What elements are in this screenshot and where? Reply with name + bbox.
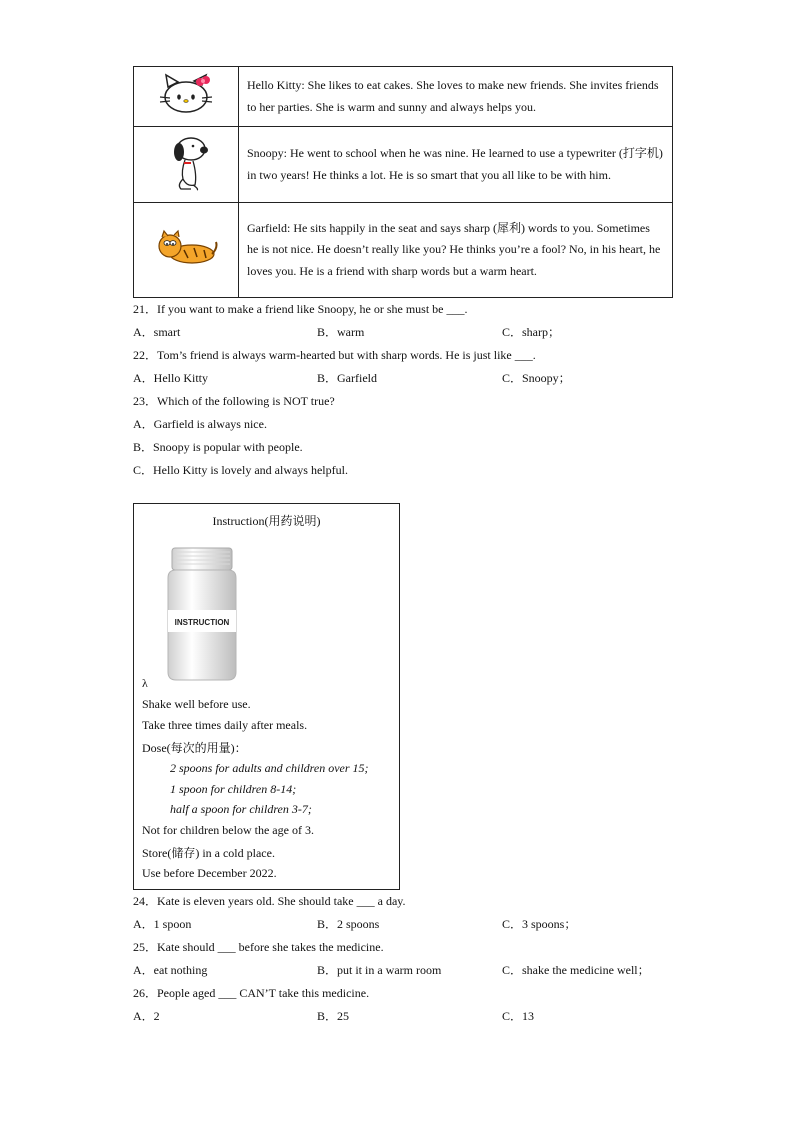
q22-option-b[interactable]: B．Garfield (317, 371, 377, 385)
table-row (134, 203, 673, 298)
picture-cell (134, 127, 239, 203)
take-line: Take three times daily after meals. (142, 718, 308, 732)
snoopy-icon (161, 135, 211, 191)
character-table (133, 66, 673, 298)
q26-option-c[interactable]: C．13 (502, 1009, 535, 1023)
not-for-line: Not for children below the age of 3. (142, 823, 314, 837)
table-row (134, 127, 673, 203)
dose-adults: 2 spoons for adults and children over 15; (170, 761, 369, 775)
medicine-bottle-icon (162, 544, 242, 684)
garfield-icon (154, 228, 218, 268)
q21-option-b[interactable]: B．warm (317, 325, 365, 339)
question-22: 22．Tom’s friend is always warm-hearted but with sharp words. He is just like ___. (133, 348, 536, 362)
q25-option-c[interactable]: C．shake the medicine well； (502, 963, 650, 977)
q23-option-a[interactable]: A．Garfield is always nice. (133, 417, 267, 431)
hello-kitty-icon (156, 73, 216, 117)
question-23: 23．Which of the following is NOT true? (133, 394, 335, 408)
q26-option-a[interactable]: A．2 (133, 1009, 160, 1023)
character-description: Hello Kitty: She likes to eat cakes. She loves to make new friends. She invites friends to her parties. She is warm and sunny and always helps you. (239, 67, 673, 127)
q25-option-a[interactable]: A．eat nothing (133, 963, 208, 977)
q23-option-b[interactable]: B．Snoopy is popular with people. (133, 440, 303, 454)
store-line: Store(储存) in a cold place. (142, 846, 275, 860)
use-before-line: Use before December 2022. (142, 866, 277, 880)
q21-option-a[interactable]: A．smart (133, 325, 181, 339)
question-26: 26．People aged ___ CAN’T take this medicine. (133, 986, 370, 1000)
q21-option-c[interactable]: C．sharp； (502, 325, 560, 339)
q24-option-a[interactable]: A．1 spoon (133, 917, 192, 931)
dose-children-8-14: 1 spoon for children 8-14; (170, 782, 297, 796)
picture-cell (134, 203, 239, 298)
table-row (134, 67, 673, 127)
question-25: 25．Kate should ___ before she takes the medicine. (133, 940, 384, 954)
question-21: 21．If you want to make a friend like Snoopy, he or she must be ___. (133, 302, 468, 316)
question-24: 24．Kate is eleven years old. She should take ___ a day. (133, 894, 406, 908)
character-description: Garfield: He sits happily in the seat and says sharp (犀利) words to you. Sometimes he is not nice. He doesn’t really like you? He thinks you’re a fool? No, in his heart, he loves you. He is a friend with sharp words but a warm heart. (239, 203, 673, 298)
character-description: Snoopy: He went to school when he was nine. He learned to use a typewriter (打字机) in two years! He thinks a lot. He is so smart that you all like to be with him. (239, 127, 673, 203)
q24-option-c[interactable]: C．3 spoons； (502, 917, 577, 931)
q26-option-b[interactable]: B．25 (317, 1009, 350, 1023)
q24-option-b[interactable]: B．2 spoons (317, 917, 380, 931)
dose-label: Dose(每次的用量)： (142, 741, 247, 755)
q22-option-c[interactable]: C．Snoopy； (502, 371, 571, 385)
picture-cell (134, 67, 239, 127)
q22-option-a[interactable]: A．Hello Kitty (133, 371, 208, 385)
dose-children-3-7: half a spoon for children 3-7; (170, 802, 312, 816)
q23-option-c[interactable]: C．Hello Kitty is lovely and always helpful. (133, 463, 348, 477)
bottle-label: INSTRUCTION (174, 618, 230, 627)
instruction-box (133, 503, 400, 890)
instruction-title: Instruction(用药说明) (212, 514, 321, 528)
shake-line: Shake well before use. (142, 697, 251, 711)
q25-option-b[interactable]: B．put it in a warm room (317, 963, 442, 977)
list-marker: λ (142, 676, 148, 690)
